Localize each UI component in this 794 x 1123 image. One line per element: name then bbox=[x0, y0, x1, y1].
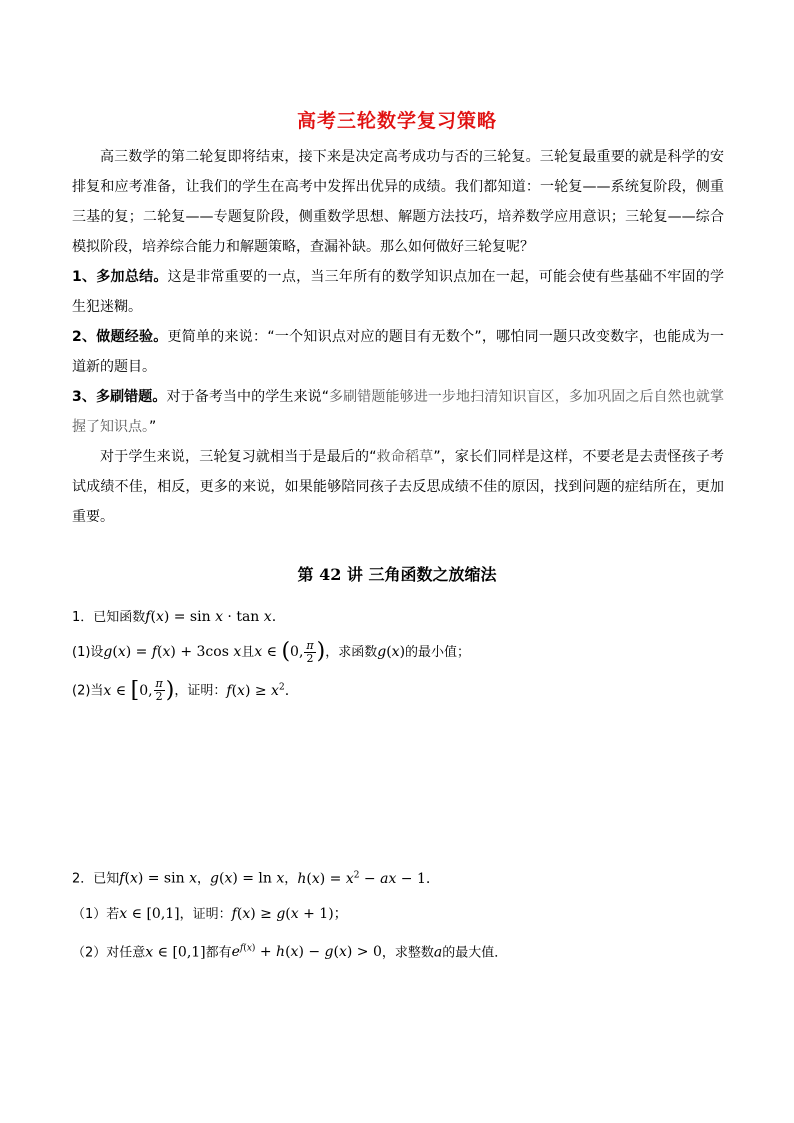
problem-2-part-1 bbox=[72, 897, 732, 932]
problem-1-lead: 1．已知函数 bbox=[72, 610, 146, 625]
tip-3 bbox=[72, 382, 724, 442]
tip-2-heading: 2、做题经验。 bbox=[72, 329, 168, 345]
p2-part-2-end: 的最大值． bbox=[442, 945, 508, 961]
separator-1: ， bbox=[196, 871, 210, 887]
formula-f-sin: f(x) = sin x bbox=[119, 870, 197, 887]
tip-3-heading: 3、多刷错题。 bbox=[72, 389, 167, 405]
part-1-tail: ，求函数 bbox=[325, 645, 378, 660]
formula-interval-closed: x ∈ [0, $\frac{\pi}{2}$ ) bbox=[103, 677, 175, 704]
problem-1-part-2 bbox=[72, 670, 732, 709]
tip-3-quote: 多刷错题能够进一步地扫清知识盲区，多加巩固之后自然也就掌握了知识点。 bbox=[72, 389, 724, 435]
part-1-end: 的最小值； bbox=[405, 645, 471, 660]
tip-2 bbox=[72, 322, 724, 382]
intro-section bbox=[72, 142, 724, 532]
formula-g-ln: g(x) = ln x bbox=[210, 870, 285, 887]
problem-2-statement bbox=[72, 858, 732, 897]
formula-f-def: f(x) = sin x · tan x. bbox=[145, 609, 277, 625]
closing-text-a: 对于学生来说，三轮复习就相当于是最后的“ bbox=[100, 449, 377, 465]
page-title: 高考三轮数学复习策略 bbox=[296, 110, 497, 132]
formula-g: g(x) bbox=[377, 644, 406, 660]
formula-x-in-01-b: x ∈ [0,1] bbox=[145, 944, 206, 961]
formula-inequality: $f(x) \ge x^2$. bbox=[226, 682, 290, 699]
tip-3-text-a: 对于备考当中的学生来说“ bbox=[166, 389, 329, 405]
p2-part-2-lead: （2）对任意 bbox=[72, 945, 146, 961]
problem-2-part-2 bbox=[72, 932, 732, 971]
p2-part-2-tail: ，求整数 bbox=[381, 945, 434, 961]
intro-paragraph: 高三数学的第二轮复即将结束，接下来是决定高考成功与否的三轮复。三轮复最重要的就是科学的安排复和应考准备，让我们的学生在高考中发挥出优异的成绩。我们都知道：一轮复——系统复阶段，侧重三基的复；二轮复——专题复阶段，侧重数学思想、解题方法技巧，培养数学应用意识；三轮复——综合模拟阶段，培养综合能力和解题策略，查漏补缺。那么如何做好三轮复呢？ bbox=[72, 149, 724, 255]
p2-part-1-mid: ，证明： bbox=[179, 906, 232, 922]
lecture-number: 42 bbox=[319, 565, 342, 584]
tip-2-text: 更简单的来说：“一个知识点对应的题目有无数个”，哪怕同一题只改变数字，也能成为一道新的题目。 bbox=[72, 329, 724, 375]
formula-exp-inequality: $e^{f(x)} + h(x) - g(x) > 0$ bbox=[231, 943, 382, 961]
part-2-mid: ，证明： bbox=[174, 683, 227, 699]
formula-g-def: g(x) = f(x) + 3cos x bbox=[103, 644, 242, 660]
lecture-prefix: 第 bbox=[297, 565, 320, 584]
formula-interval-open: x ∈ (0, $\frac{\pi}{2}$ ) bbox=[254, 638, 326, 665]
problem-1-part-1 bbox=[72, 635, 732, 670]
separator-2: ， bbox=[284, 871, 298, 887]
formula-f-ge-g: f(x) ≥ g(x + 1)； bbox=[231, 905, 348, 922]
tip-3-text-c: ” bbox=[149, 419, 157, 435]
tip-1 bbox=[72, 262, 724, 322]
tip-1-text: 这是非常重要的一点，当三年所有的数学知识点加在一起，可能会使有些基础不牢固的学生犯迷糊。 bbox=[72, 269, 724, 315]
part-2-lead: (2)当 bbox=[72, 683, 104, 699]
closing-quote: 救命稻草 bbox=[376, 449, 434, 465]
closing-text-c: ”，家长们同样是这样，不要老是去责怪孩子考试成绩不佳，相反，更多的来说，如果能够陪同孩子去反思成绩不佳的原因，找到问题的症结所在，更加重要。 bbox=[72, 449, 724, 525]
problem-1-statement bbox=[72, 600, 732, 635]
lecture-heading bbox=[0, 562, 794, 585]
lecture-title: 讲 三角函数之放缩法 bbox=[341, 565, 497, 584]
part-1-lead: (1)设 bbox=[72, 645, 104, 660]
problem-2-lead: 2．已知 bbox=[72, 871, 120, 887]
formula-h-def: $h(x) = x^2$ − ax − 1. bbox=[297, 870, 431, 887]
problem-1 bbox=[72, 600, 732, 709]
closing-paragraph bbox=[72, 442, 724, 532]
p2-part-1-lead: （1）若 bbox=[72, 906, 120, 922]
problem-2 bbox=[72, 858, 732, 970]
tip-1-heading: 1、多加总结。 bbox=[72, 269, 168, 285]
formula-x-in-01: x ∈ [0,1] bbox=[119, 905, 180, 922]
p2-part-2-mid: 都有 bbox=[205, 945, 232, 961]
formula-a: a bbox=[433, 944, 443, 961]
part-1-and: 且 bbox=[241, 645, 255, 660]
